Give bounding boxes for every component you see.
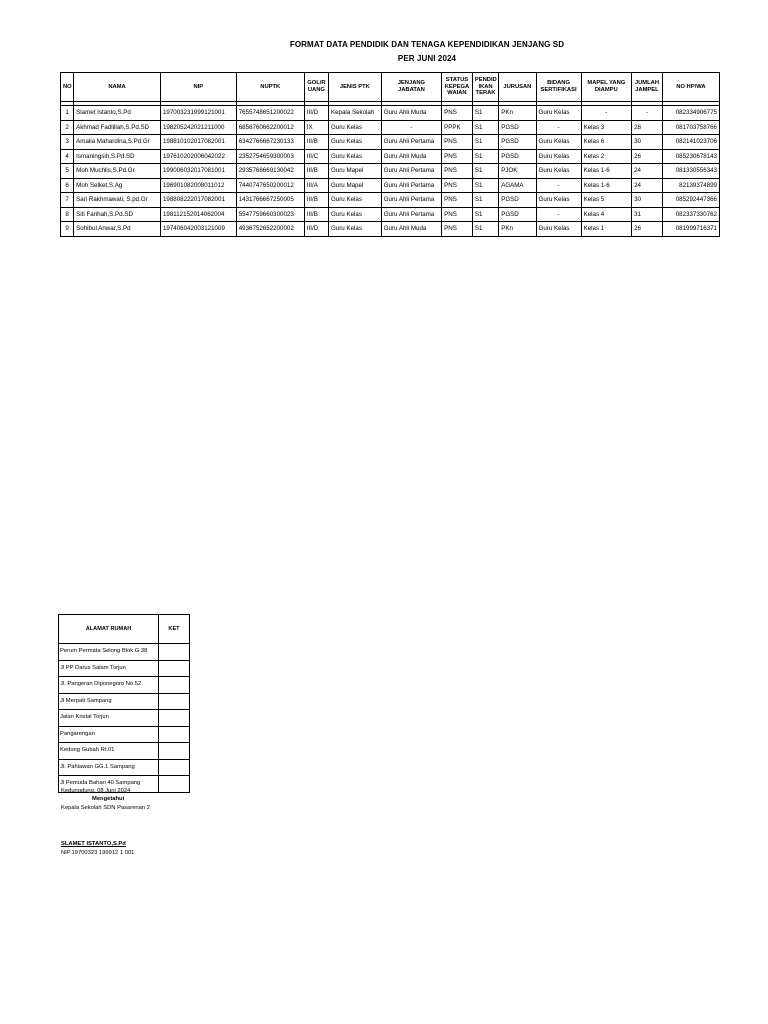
cell-jenis-ptk: Guru Kelas [328,149,381,164]
cell-jurusan: PKn [499,106,536,121]
cell-hp: 085230678143 [662,149,719,164]
header-nuptk: NUPTK [236,73,304,102]
cell-jenis-ptk: Guru Kelas [328,193,381,208]
address-row [59,759,190,776]
cell-nip: 198810102017082001 [160,135,236,150]
teacher-data-table [60,72,720,237]
cell-hp: 085292447366 [662,193,719,208]
cell-no: 4 [61,149,74,164]
cell-alamat: Jalan Kristal Torjun [59,710,159,727]
header-nip: NIP [160,73,236,102]
cell-mapel: - [581,106,632,121]
cell-bidang: - [536,120,581,135]
table-row [61,149,720,164]
cell-hp: 82139374899 [662,178,719,193]
cell-jenjang: Guru Ahli Muda [381,149,441,164]
cell-jenis-ptk: Guru Kelas [328,222,381,237]
cell-jampel: 31 [632,207,663,222]
cell-jampel: 24 [632,178,663,193]
cell-mapel: Kelas 4 [581,207,632,222]
cell-nuptk: 2352754659300003 [236,149,304,164]
cell-status: PNS [442,164,473,179]
cell-mapel: Kelas 6 [581,135,632,150]
cell-ket [159,759,190,776]
table-row [61,135,720,150]
cell-jenjang: Guru Ahli Pertama [381,135,441,150]
cell-bidang: Guru Kelas [536,193,581,208]
cell-hp: 082141023706 [662,135,719,150]
cell-bidang: Guru Kelas [536,164,581,179]
table-row [61,120,720,135]
cell-ket [159,660,190,677]
cell-jenjang: Guru Ahli Pertama [381,178,441,193]
cell-jampel: 30 [632,193,663,208]
cell-no: 1 [61,106,74,121]
cell-pend: S1 [472,120,498,135]
cell-ket [159,726,190,743]
cell-mapel: Kelas 1 [581,222,632,237]
cell-nip: 197610202006042022 [160,149,236,164]
cell-alamat: Kedung Gubah Rt.01 [59,743,159,760]
cell-mapel: Kelas 5 [581,193,632,208]
cell-status: PNS [442,222,473,237]
cell-nip: 196901082008011012 [160,178,236,193]
cell-nip: 197003231999121001 [160,106,236,121]
signature-name: SLAMET ISTANTO,S.Pd [61,841,126,847]
header-nama: NAMA [74,73,161,102]
address-row [59,693,190,710]
cell-pend: S1 [472,178,498,193]
cell-pend: S1 [472,207,498,222]
cell-jenis-ptk: Guru Mapel [328,178,381,193]
cell-jurusan: PJOK [499,164,536,179]
cell-nama: Moh Muchlis,S.Pd.Gr [74,164,161,179]
header-jenjang-jabatan: JENJANG JABATAN [381,73,441,102]
cell-nama: Sari Rakhmawati, S.pd.Gr [74,193,161,208]
signature-acknowledged: Mengetahui [92,796,125,802]
cell-alamat: Jl. Pangeran Diponegoro No.52 [59,677,159,694]
cell-jenis-ptk: Guru Kelas [328,135,381,150]
address-row [59,726,190,743]
cell-ket [159,776,190,793]
header-pendidikan: PENDID IKAN TERAK [472,73,498,102]
signature-nip: NIP.19700323 199912 1 001 [61,850,135,856]
cell-pend: S1 [472,149,498,164]
cell-no: 6 [61,178,74,193]
cell-hp: 081999716371 [662,222,719,237]
document-subtitle: PER JUNI 2024 [397,54,457,63]
cell-pend: S1 [472,164,498,179]
cell-bidang: Guru Kelas [536,222,581,237]
cell-jurusan: PGSD [499,149,536,164]
cell-pend: S1 [472,135,498,150]
header-jumlah-jampel: JUMLAH JAMPEL [632,73,663,102]
cell-no: 8 [61,207,74,222]
cell-pend: S1 [472,106,498,121]
cell-nuptk: 7440747650200012 [236,178,304,193]
cell-status: PNS [442,207,473,222]
cell-jenjang: Guru Ahli Pertama [381,207,441,222]
cell-nama: Akhmad Fadlillah,S.Pd.SD [74,120,161,135]
cell-status: PNS [442,135,473,150]
cell-hp: 081330556343 [662,164,719,179]
cell-jurusan: PGSD [499,207,536,222]
cell-alamat: Jl PP Darus Salam Torjun [59,660,159,677]
cell-ket [159,677,190,694]
cell-jenjang: Guru Ahli Pertama [381,164,441,179]
cell-jampel: - [632,106,663,121]
cell-mapel: Kelas 1-6 [581,178,632,193]
cell-nama: Ismaningsih,S.Pd.SD [74,149,161,164]
address-row [59,660,190,677]
signature-role: Kepala Sekolah SDN Pasarenan 2 [61,805,150,811]
cell-nip: 198205242021211000 [160,120,236,135]
cell-gol: III/B [304,164,328,179]
cell-ket [159,644,190,661]
cell-jampel: 26 [632,149,663,164]
cell-nama: Sohibul Anwar,S.Pd [74,222,161,237]
cell-hp: 082337330762 [662,207,719,222]
cell-bidang: Guru Kelas [536,135,581,150]
address-row [59,743,190,760]
table-row [61,164,720,179]
address-table [58,614,190,793]
cell-nuptk: 2935768669130042 [236,164,304,179]
cell-no: 5 [61,164,74,179]
document-title: FORMAT DATA PENDIDIK DAN TENAGA KEPENDIDIKAN JENJANG SD [289,40,565,49]
cell-bidang: Guru Kelas [536,106,581,121]
cell-nuptk: 6856760662200012 [236,120,304,135]
cell-alamat: Perum Permata Selong Blok G 38 [59,644,159,661]
cell-jampel: 24 [632,164,663,179]
cell-gol: III/D [304,222,328,237]
cell-jenis-ptk: Kepala Sekolah [328,106,381,121]
cell-jenjang: Guru Ahli Muda [381,106,441,121]
cell-gol: III/C [304,149,328,164]
cell-no: 3 [61,135,74,150]
cell-nuptk: 5547759660300023 [236,207,304,222]
cell-hp: 081703758766 [662,120,719,135]
cell-status: PNS [442,106,473,121]
cell-nip: 199006032017081001 [160,164,236,179]
cell-nip: 198112152014062004 [160,207,236,222]
cell-nuptk: 7655748651200022 [236,106,304,121]
cell-nuptk: 4936752652200002 [236,222,304,237]
cell-alamat: Jl. Pahlawan GG.1 Sampang [59,759,159,776]
cell-jampel: 30 [632,135,663,150]
address-row [59,644,190,661]
cell-nuptk: 6342766667230133 [236,135,304,150]
cell-alamat: Jl Pemuda Bahari 40 Sampang [59,776,159,793]
address-row [59,710,190,727]
cell-pend: S1 [472,193,498,208]
cell-jurusan: PGSD [499,193,536,208]
cell-gol: III/D [304,106,328,121]
header-bidang: BIDANG SERTIFIKASI [536,73,581,102]
table-header-row [61,73,720,102]
cell-jenis-ptk: Guru Mapel [328,164,381,179]
cell-jampel: 26 [632,222,663,237]
cell-ket [159,743,190,760]
cell-nama: Siti Farihah,S.Pd.SD [74,207,161,222]
cell-jenis-ptk: Guru Kelas [328,207,381,222]
cell-gol: IX [304,120,328,135]
cell-gol: III/B [304,207,328,222]
cell-gol: III/B [304,193,328,208]
table-row [61,106,720,121]
cell-bidang: - [536,178,581,193]
cell-mapel: Kelas 1-6 [581,164,632,179]
table-row [61,193,720,208]
header-status: STATUS KEPEGA WAIAN [442,73,473,102]
address-row [59,677,190,694]
table-row [61,222,720,237]
address-header-row [59,615,190,644]
table-row [61,178,720,193]
cell-jenjang: - [381,120,441,135]
header-no-hp: NO HP/WA [662,73,719,102]
cell-jenjang: Guru Ahli Pertama [381,193,441,208]
cell-gol: III/B [304,135,328,150]
cell-bidang: Guru Kelas [536,149,581,164]
cell-hp: 082334906775 [662,106,719,121]
cell-mapel: Kelas 2 [581,149,632,164]
cell-status: PNS [442,193,473,208]
cell-pend: S1 [472,222,498,237]
signature-place-date: Kedungdung, 08 Juni 2024 [61,788,131,794]
cell-jurusan: PGSD [499,120,536,135]
cell-no: 7 [61,193,74,208]
cell-gol: III/A [304,178,328,193]
header-jenis-ptk: JENIS PTK [328,73,381,102]
cell-jurusan: AGAMA [499,178,536,193]
cell-no: 9 [61,222,74,237]
cell-nip: 197406042003121009 [160,222,236,237]
cell-nama: Slamet Istanto,S.Pd [74,106,161,121]
cell-nama: Moh Selket,S.Ag [74,178,161,193]
cell-jampel: 28 [632,120,663,135]
cell-nip: 198808222017082001 [160,193,236,208]
cell-status: PNS [442,149,473,164]
header-jurusan: JURUSAN [499,73,536,102]
header-alamat: ALAMAT RUMAH [59,615,159,644]
cell-nuptk: 1431766667250005 [236,193,304,208]
table-row [61,207,720,222]
cell-nama: Amalia Mahardina,S.Pd.Gr [74,135,161,150]
cell-alamat: Jl Merpati Sampang [59,693,159,710]
header-no: NO [61,73,74,102]
cell-status: PPPK [442,120,473,135]
cell-jenis-ptk: Guru Kelas [328,120,381,135]
header-mapel: MAPEL YANG DIAMPU [581,73,632,102]
header-gol: GOL/R UANG [304,73,328,102]
cell-jenjang: Guru Ahli Muda [381,222,441,237]
cell-ket [159,693,190,710]
cell-mapel: Kelas 3 [581,120,632,135]
cell-ket [159,710,190,727]
cell-no: 2 [61,120,74,135]
cell-bidang: - [536,207,581,222]
cell-status: PNS [442,178,473,193]
cell-jurusan: PKn [499,222,536,237]
cell-alamat: Pangarengan [59,726,159,743]
cell-jurusan: PGSD [499,135,536,150]
header-ket: KET [159,615,190,644]
